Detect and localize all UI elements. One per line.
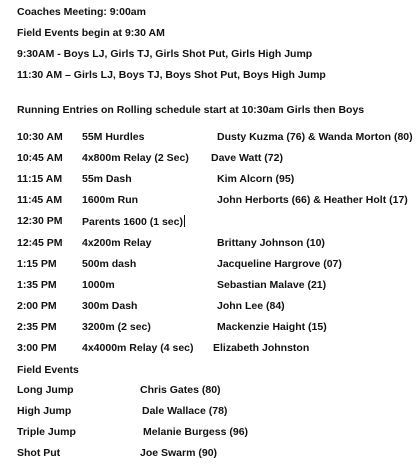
field-events-begin-line: Field Events begin at 9:30 AM <box>17 27 165 39</box>
schedule-time: 11:15 AM <box>17 173 63 185</box>
schedule-time: 1:35 PM <box>17 279 57 291</box>
schedule-names: Brittany Johnson (10) <box>217 237 325 249</box>
schedule-names: John Herborts (66) & Heather Holt (17) <box>217 194 408 206</box>
field-event-name: Triple Jump <box>17 426 76 438</box>
schedule-event: 1000m <box>82 279 115 291</box>
field-event-athlete: Chris Gates (80) <box>140 384 221 396</box>
schedule-names: Sebastian Malave (21) <box>217 279 327 291</box>
schedule-time: 3:00 PM <box>17 342 57 354</box>
schedule-time: 12:30 PM <box>17 215 63 227</box>
running-entries-note: Running Entries on Rolling schedule start at 10:30am Girls then Boys <box>17 104 365 116</box>
schedule-names: Kim Alcorn (95) <box>217 173 295 185</box>
field-event-name: Shot Put <box>17 447 61 459</box>
schedule-event-text: Parents 1600 (1 sec) <box>82 216 183 228</box>
schedule-names: Elizabeth Johnston <box>213 342 310 354</box>
text-cursor <box>184 215 185 227</box>
field-schedule-1130-line: 11:30 AM – Girls LJ, Boys TJ, Boys Shot Put, Boys High Jump <box>17 69 326 81</box>
schedule-time: 1:15 PM <box>17 258 57 270</box>
schedule-event: 4x800m Relay (2 Sec) <box>82 152 189 164</box>
field-event-athlete: Dale Wallace (78) <box>142 405 228 417</box>
field-event-athlete: Joe Swarm (90) <box>140 447 218 459</box>
field-event-name: High Jump <box>17 405 72 417</box>
schedule-time: 10:30 AM <box>17 131 63 143</box>
schedule-names: Dave Watt (72) <box>211 152 283 164</box>
schedule-time: 12:45 PM <box>17 237 63 249</box>
schedule-names: Dusty Kuzma (76) & Wanda Morton (80) <box>217 131 413 143</box>
schedule-event: 55M Hurdles <box>82 131 145 143</box>
schedule-event: 3200m (2 sec) <box>82 321 151 333</box>
schedule-time: 2:00 PM <box>17 300 57 312</box>
schedule-event: 300m Dash <box>82 300 138 312</box>
schedule-names: Jacqueline Hargrove (07) <box>217 258 342 270</box>
schedule-names: Mackenzie Haight (15) <box>217 321 327 333</box>
schedule-event: 4x200m Relay <box>82 237 152 249</box>
schedule-event[interactable] <box>82 215 185 229</box>
field-events-heading: Field Events <box>17 364 79 376</box>
field-event-name: Long Jump <box>17 384 74 396</box>
schedule-time: 11:45 AM <box>17 194 63 206</box>
schedule-names: John Lee (84) <box>217 300 285 312</box>
schedule-time: 10:45 AM <box>17 152 63 164</box>
field-event-athlete: Melanie Burgess (96) <box>143 426 249 438</box>
schedule-time: 2:35 PM <box>17 321 57 333</box>
schedule-event: 55m Dash <box>82 173 132 185</box>
schedule-event: 1600m Run <box>82 194 139 206</box>
schedule-event: 4x4000m Relay (4 sec) <box>82 342 194 354</box>
field-schedule-930-line: 9:30AM - Boys LJ, Girls TJ, Girls Shot Put, Girls High Jump <box>17 48 313 60</box>
coaches-meeting-line: Coaches Meeting: 9:00am <box>17 6 146 18</box>
schedule-event: 500m dash <box>82 258 137 270</box>
